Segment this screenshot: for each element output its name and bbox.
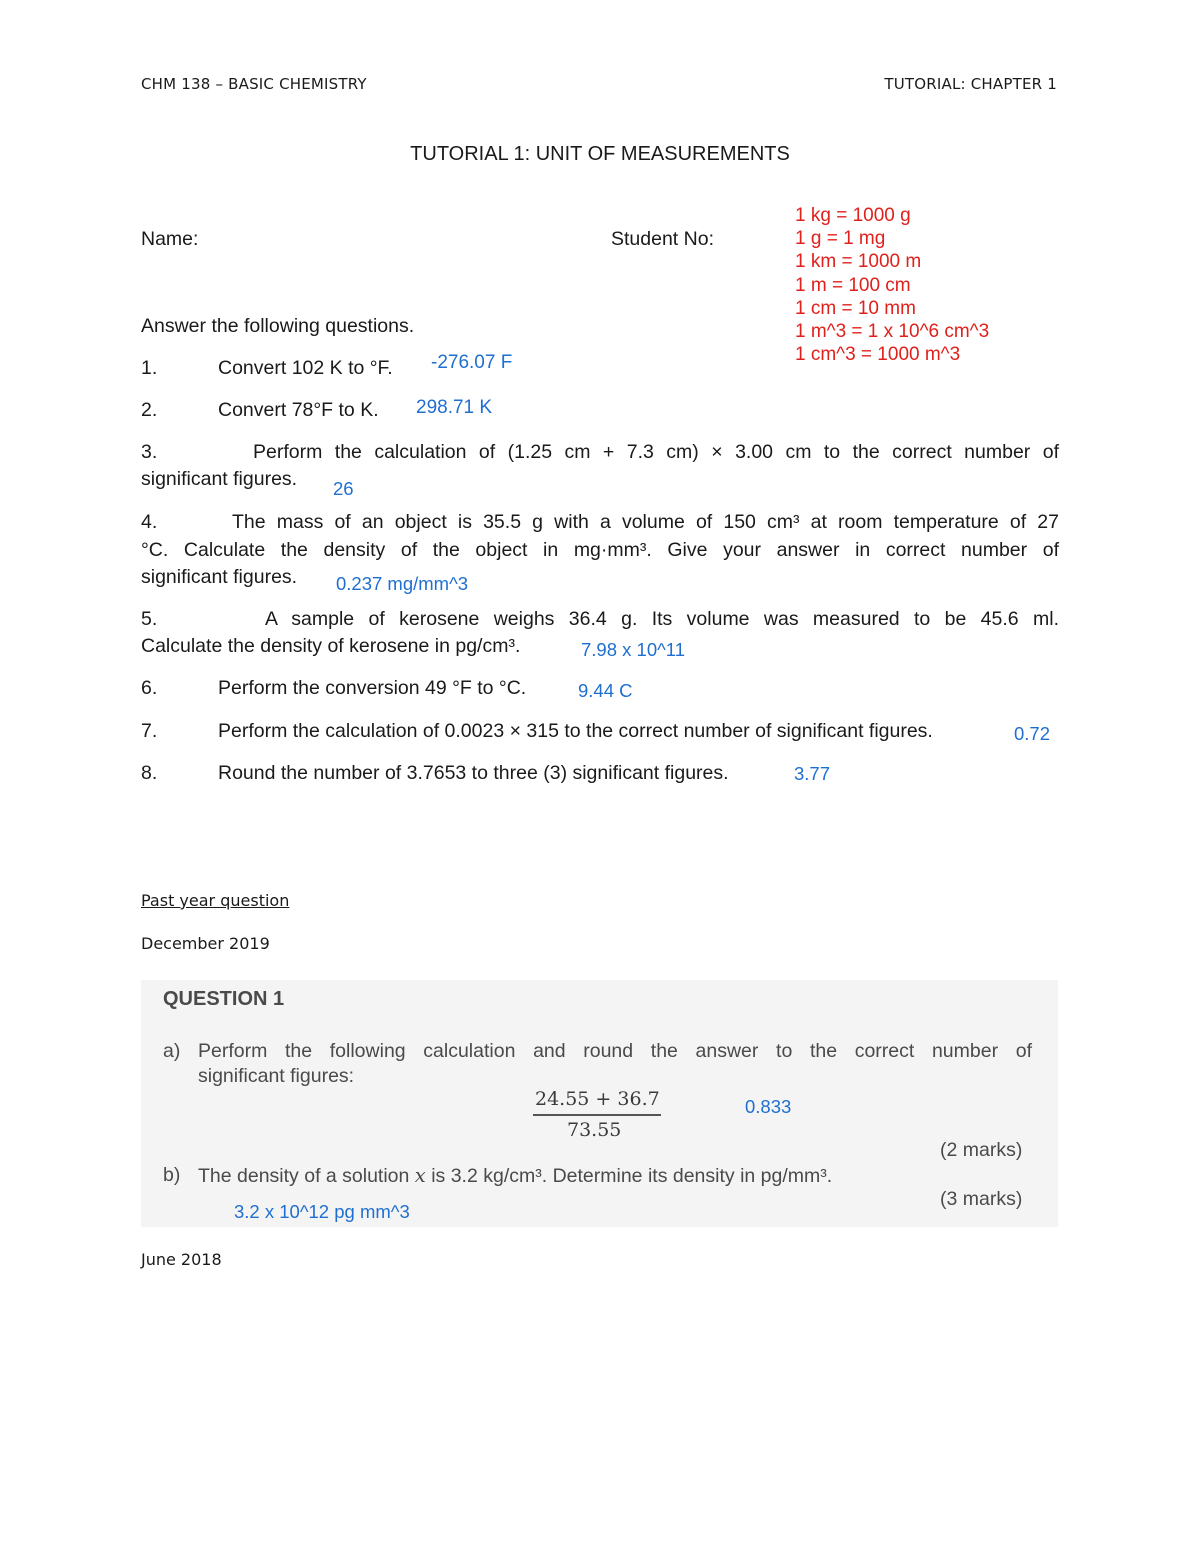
answer: 9.44 C: [578, 680, 633, 701]
answer: 0.833: [745, 1096, 792, 1117]
question-text: Round the number of 3.7653 to three (3) significant figures.: [218, 762, 729, 784]
answer: 298.71 K: [416, 397, 493, 418]
name-label: Name:: [141, 228, 199, 250]
question-number: 3.: [141, 441, 158, 463]
question-text-cont: Calculate the density of kerosene in pg/cm³.: [141, 635, 521, 657]
conversion-line: 1 cm = 10 mm: [795, 297, 916, 319]
part-b-marks: (3 marks): [940, 1188, 1023, 1210]
part-b-text-end: is 3.2 kg/cm³. Determine its density in pg/mm³.: [425, 1165, 833, 1187]
student-no-label: Student No:: [611, 228, 714, 250]
fraction-denominator: 73.55: [567, 1119, 622, 1141]
question-text: A sample of kerosene weighs 36.4 g. Its volume was measured to be 45.6 ml.: [265, 608, 1059, 630]
header-chapter: TUTORIAL: CHAPTER 1: [884, 75, 1057, 93]
part-b-text-start: The density of a solution: [198, 1165, 415, 1187]
question-text-cont: °C. Calculate the density of the object in mg·mm³. Give your answer in correct number of: [141, 539, 1059, 561]
part-a-text: Perform the following calculation and round the answer to the correct number of: [198, 1040, 1032, 1062]
question-text: Perform the conversion 49 °F to °C.: [218, 677, 527, 699]
part-b-text: [198, 1164, 832, 1188]
conversion-line: 1 m^3 = 1 x 10^6 cm^3: [795, 321, 990, 343]
conversion-line: 1 g = 1 mg: [795, 228, 886, 250]
question-number: 1.: [141, 357, 158, 379]
variable-x: x: [414, 1164, 426, 1187]
fraction-bar: [533, 1114, 661, 1116]
conversion-line: 1 kg = 1000 g: [795, 205, 911, 226]
answer: 3.77: [794, 763, 831, 784]
conversion-line: 1 cm^3 = 1000 m^3: [795, 344, 961, 366]
question-number: 2.: [141, 399, 158, 421]
part-a-label: a): [163, 1040, 181, 1062]
part-a-marks: (2 marks): [940, 1139, 1023, 1161]
question-title: QUESTION 1: [163, 988, 285, 1010]
question-text: The mass of an object is 35.5 g with a volume of 150 cm³ at room temperature of 27: [232, 511, 1059, 533]
conversion-line: 1 km = 1000 m: [795, 251, 922, 273]
answer: -276.07 F: [431, 352, 513, 373]
page-title: TUTORIAL 1: UNIT OF MEASUREMENTS: [410, 143, 790, 165]
answer: 0.72: [1014, 723, 1051, 744]
december-2019-label: December 2019: [141, 934, 270, 953]
answer: 0.237 mg/mm^3: [336, 573, 469, 594]
june-2018-label: June 2018: [141, 1250, 222, 1269]
question-number: 8.: [141, 762, 158, 784]
conversion-reference: [795, 204, 989, 366]
answer: 7.98 x 10^11: [581, 639, 685, 660]
part-a-text-cont: significant figures:: [198, 1065, 355, 1087]
answer: 26: [333, 478, 354, 499]
instructions: Answer the following questions.: [141, 315, 415, 337]
header-course: CHM 138 – BASIC CHEMISTRY: [141, 75, 367, 93]
question-number: 5.: [141, 608, 158, 630]
fraction-numerator: 24.55 + 36.7: [535, 1088, 660, 1110]
conversion-line: 1 m = 100 cm: [795, 274, 911, 296]
question-text: Convert 78°F to K.: [218, 399, 379, 421]
question-number: 4.: [141, 511, 158, 533]
question-text: Perform the calculation of (1.25 cm + 7.3 cm) × 3.00 cm to the correct number of: [253, 441, 1059, 463]
question-text: Perform the calculation of 0.0023 × 315 to the correct number of significant figures.: [218, 720, 933, 742]
question-text: Convert 102 K to °F.: [218, 357, 393, 379]
question-text-cont: significant figures.: [141, 468, 298, 490]
past-year-heading: Past year question: [141, 891, 290, 910]
answer: 3.2 x 10^12 pg mm^3: [234, 1201, 410, 1222]
question-number: 7.: [141, 720, 158, 742]
question-text-cont: significant figures.: [141, 566, 298, 588]
question-number: 6.: [141, 677, 158, 699]
part-b-label: b): [163, 1164, 181, 1186]
